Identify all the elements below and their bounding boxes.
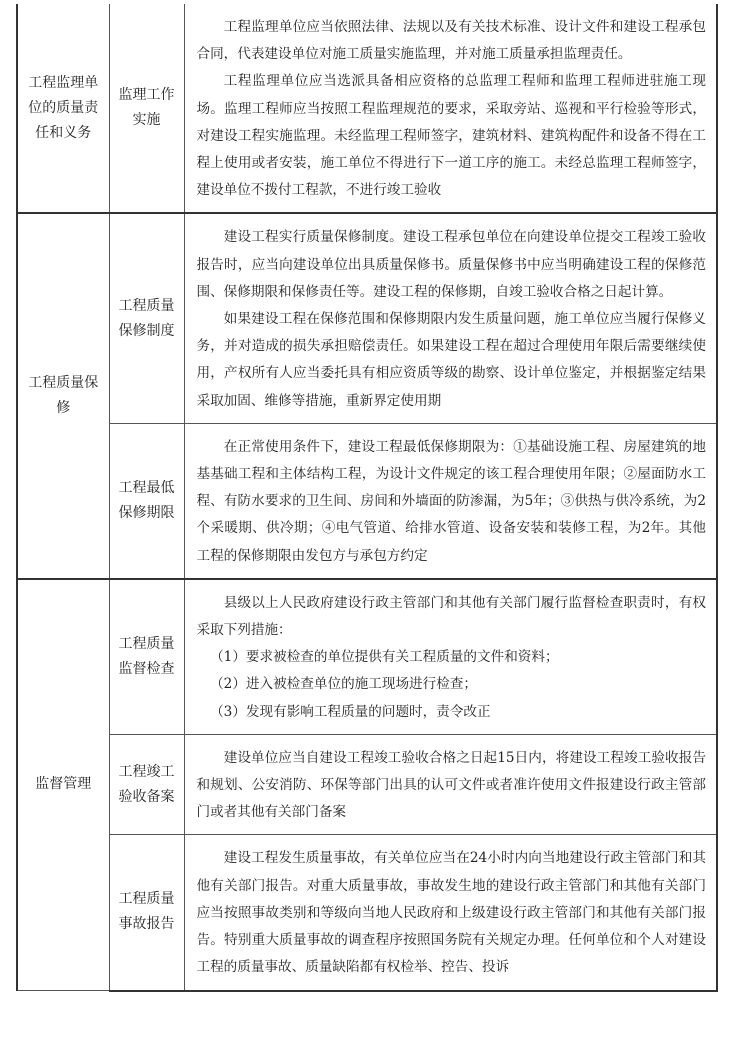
list-item: （3）发现有影响工程质量的问题时，责令改正 <box>210 703 491 720</box>
regulation-table <box>16 4 718 992</box>
content-cell <box>184 213 717 423</box>
category-cell: 监督管理 <box>17 579 109 991</box>
content-cell <box>184 423 717 579</box>
table-row <box>17 835 717 991</box>
category-cell: 工程质量保修 <box>17 213 109 578</box>
paragraph: 建设单位应当自建设工程竣工验收合格之日起15日内，将建设工程竣工验收报告和规划、公安消防、环保等部门出具的认可文件或者准许使用文件报建设行政主管部门或者其他有关部门备案 <box>196 749 706 821</box>
list-item: （2）进入被检查单位的施工现场进行检查； <box>210 676 478 693</box>
paragraph: 工程监理单位应当依照法律、法规以及有关技术标准、设计文件和建设工程承包合同，代表建设单位对施工质量实施监理，并对施工质量承担监理责任。 <box>196 19 706 63</box>
subcategory-cell: 工程竣工验收备案 <box>109 734 184 835</box>
paragraph: 建设工程实行质量保修制度。建设工程承包单位在向建设单位提交工程竣工验收报告时，应当向建设单位出具质量保修书。质量保修书中应当明确建设工程的保修范围、保修期限和保修责任等。建设工程的保修期，自竣工验收合格之日起计算。 <box>196 229 706 300</box>
table-row <box>17 423 717 579</box>
content-cell <box>184 835 717 991</box>
list-item: （1）要求被检查的单位提供有关工程质量的文件和资料； <box>210 649 559 666</box>
table-row <box>17 213 717 423</box>
table-row <box>17 4 717 213</box>
paragraph: 如果建设工程在保修范围和保修期限内发生质量问题，施工单位应当履行保修义务，并对造成的损失承担赔偿责任。如果建设工程在超过合理使用年限后需要继续使用，产权所有人应当委托具有相应资质等级的勘察、设计单位鉴定，并根据鉴定结果采取加固、维修等措施，重新界定使用期 <box>196 311 706 409</box>
subcategory-cell: 工程质量事故报告 <box>109 835 184 991</box>
paragraph: 在正常使用条件下，建设工程最低保修期限为：①基础设施工程、房屋建筑的地基基础工程和主体结构工程，为设计文件规定的该工程合理使用年限；②屋面防水工程、有防水要求的卫生间、房间和外墙面的防渗漏，为5年；③供热与供冷系统，为2个采暖期、供冷期；④电气管道、给排水管道、设备安装和装修工程，为2年。其他工程的保修期限由发包方与承包方约定 <box>196 438 706 564</box>
subcategory-cell: 工程质量监督检查 <box>109 579 184 735</box>
paragraph: 建设工程发生质量事故，有关单位应当在24小时内向当地建设行政主管部门和其他有关部门报告。对重大质量事故，事故发生地的建设行政主管部门和其他有关部门应当按照事故类别和等级向当地人民政府和上级建设行政主管部门和其他有关部门报告。特别重大质量事故的调查程序按照国务院有关规定办理。任何单位和个人对建设工程的质量事故、质量缺陷都有权检举、控告、投诉 <box>196 850 706 976</box>
table-row <box>17 734 717 835</box>
content-cell <box>184 4 717 213</box>
subcategory-cell: 工程质量保修制度 <box>109 213 184 423</box>
content-cell <box>184 579 717 735</box>
paragraph: 工程监理单位应当选派具备相应资格的总监理工程师和监理工程师进驻施工现场。监理工程师应当按照工程监理规范的要求，采取旁站、巡视和平行检验等形式，对建设工程实施监理。未经监理工程师签字，建筑材料、建筑构配件和设备不得在工程上使用或者安装，施工单位不得进行下一道工序的施工。未经总监理工程师签字，建设单位不拨付工程款，不进行竣工验收 <box>196 73 706 199</box>
paragraph: 县级以上人民政府建设行政主管部门和其他有关部门履行监督检查职责时，有权采取下列措施： <box>196 594 706 639</box>
table-row <box>17 579 717 735</box>
subcategory-cell: 监理工作实施 <box>109 4 184 213</box>
subcategory-cell: 工程最低保修期限 <box>109 423 184 579</box>
category-cell: 工程监理单位的质量责任和义务 <box>17 4 109 213</box>
content-cell <box>184 734 717 835</box>
